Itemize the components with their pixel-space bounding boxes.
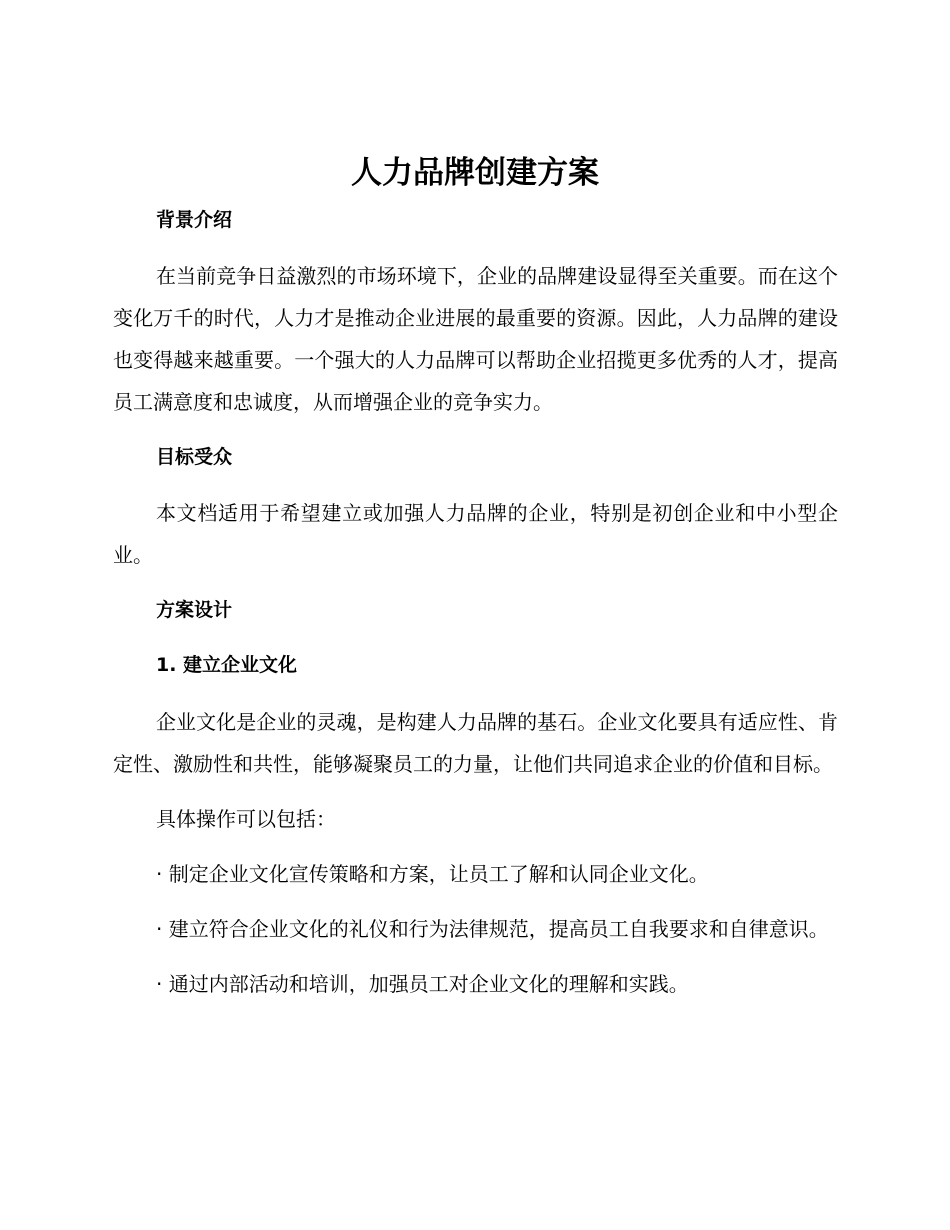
bullet-item: · 建立符合企业文化的礼仪和行为法律规范，提高员工自我要求和自律意识。 xyxy=(156,917,829,941)
bullet-item: · 通过内部活动和培训，加强员工对企业文化的理解和实践。 xyxy=(156,972,689,996)
operations-intro: 具体操作可以包括： xyxy=(156,807,336,831)
section-1-heading: 1. 建立企业文化 xyxy=(156,654,298,676)
plan-heading: 方案设计 xyxy=(156,599,233,621)
bullet-item: · 制定企业文化宣传策略和方案，让员工了解和认同企业文化。 xyxy=(156,862,709,886)
section-1-paragraph: 企业文化是企业的灵魂，是构建人力品牌的基石。企业文化要具有适应性、肯定性、激励性和共性，能够凝聚员工的力量，让他们共同追求企业的价值和目标。 xyxy=(113,710,838,776)
background-paragraph: 在当前竞争日益激烈的市场环境下，企业的品牌建设显得至关重要。而在这个变化万千的时代，人力才是推动企业进展的最重要的资源。因此，人力品牌的建设也变得越来越重要。一个强大的人力品牌可以帮助企业招揽更多优秀的人才，提高员工满意度和忠诚度，从而增强企业的竞争实力。 xyxy=(113,264,838,414)
audience-paragraph: 本文档适用于希望建立或加强人力品牌的企业，特别是初创企业和中小型企业。 xyxy=(113,501,838,567)
audience-heading: 目标受众 xyxy=(156,446,233,468)
background-heading: 背景介绍 xyxy=(156,209,233,231)
document-body xyxy=(113,202,838,1005)
document-title: 人力品牌创建方案 xyxy=(351,155,599,191)
